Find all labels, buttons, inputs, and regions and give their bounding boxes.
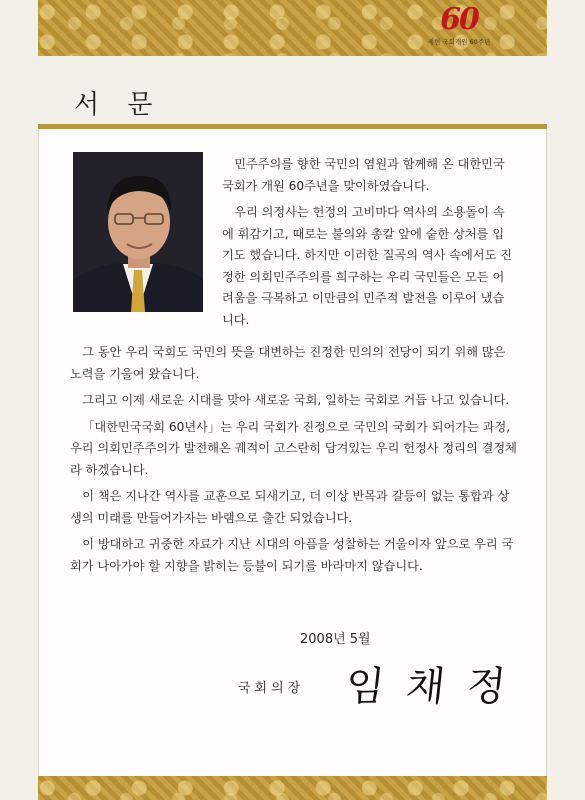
intro-paragraph-1: 민주주의를 향한 국민의 염원과 함께해 온 대한민국 국회가 개원 60주년을 맞이하였습니다. — [222, 157, 505, 193]
logo-number: 60 — [440, 2, 478, 37]
signer-title: 국회의장 — [238, 681, 305, 696]
body-paragraph-5: 이 방대하고 귀중한 자료가 지난 시대의 아픔을 성찰하는 거울이자 앞으로 우리 국회가 나아가야 할 지향을 밝히는 등불이 되기를 바라마지 않습니다. — [70, 537, 514, 573]
body-text — [70, 342, 520, 582]
page-title: 서 문 — [74, 90, 163, 120]
body-paragraph-2: 그리고 이제 새로운 시대를 맞아 새로운 국회, 일하는 국회로 거듭 나고 있습니다. — [82, 393, 510, 407]
publication-date: 2008년 5월 — [300, 632, 371, 647]
bottom-ornament-band — [38, 776, 547, 800]
intro-text — [222, 154, 512, 336]
logo-caption: 제헌 국회개원 60주년 — [427, 38, 491, 46]
body-paragraph-4: 이 책은 지나간 역사를 교훈으로 되새기고, 더 이상 반목과 갈등이 없는 통합과 상생의 미래를 만들어가자는 바램으로 출간 되었습니다. — [70, 489, 510, 525]
anniversary-logo — [415, 2, 503, 51]
body-paragraph-3: 「대한민국국회 60년사」는 우리 국회가 진정으로 국민의 국회가 되어가는 과정, 우리 의회민주주의가 발전해온 궤적이 고스란히 담겨있는 우리 헌정사 정리의 결정체라 하겠습니다. — [70, 419, 517, 477]
handwritten-signature: 임채정 — [343, 664, 530, 710]
speaker-portrait — [73, 152, 203, 312]
intro-paragraph-2: 우리 의정사는 헌정의 고비마다 역사의 소용돌이 속에 휘감기고, 때로는 불의와 총칼 앞에 숱한 상처를 입기도 했습니다. 하지만 이러한 질곡의 역사 속에서도 진정한 의회민주주의를 희구하는 우리 국민들은 모든 어려움을 극복하고 이만큼의 민주적 발전을 이루어 냈습니다. — [222, 205, 513, 327]
top-ornament-band — [38, 0, 547, 56]
body-paragraph-1: 그 동안 우리 국회도 국민의 뜻을 대변하는 진정한 민의의 전당이 되기 위해 많은 노력을 기울여 왔습니다. — [70, 345, 506, 381]
portrait-illustration — [73, 152, 203, 312]
